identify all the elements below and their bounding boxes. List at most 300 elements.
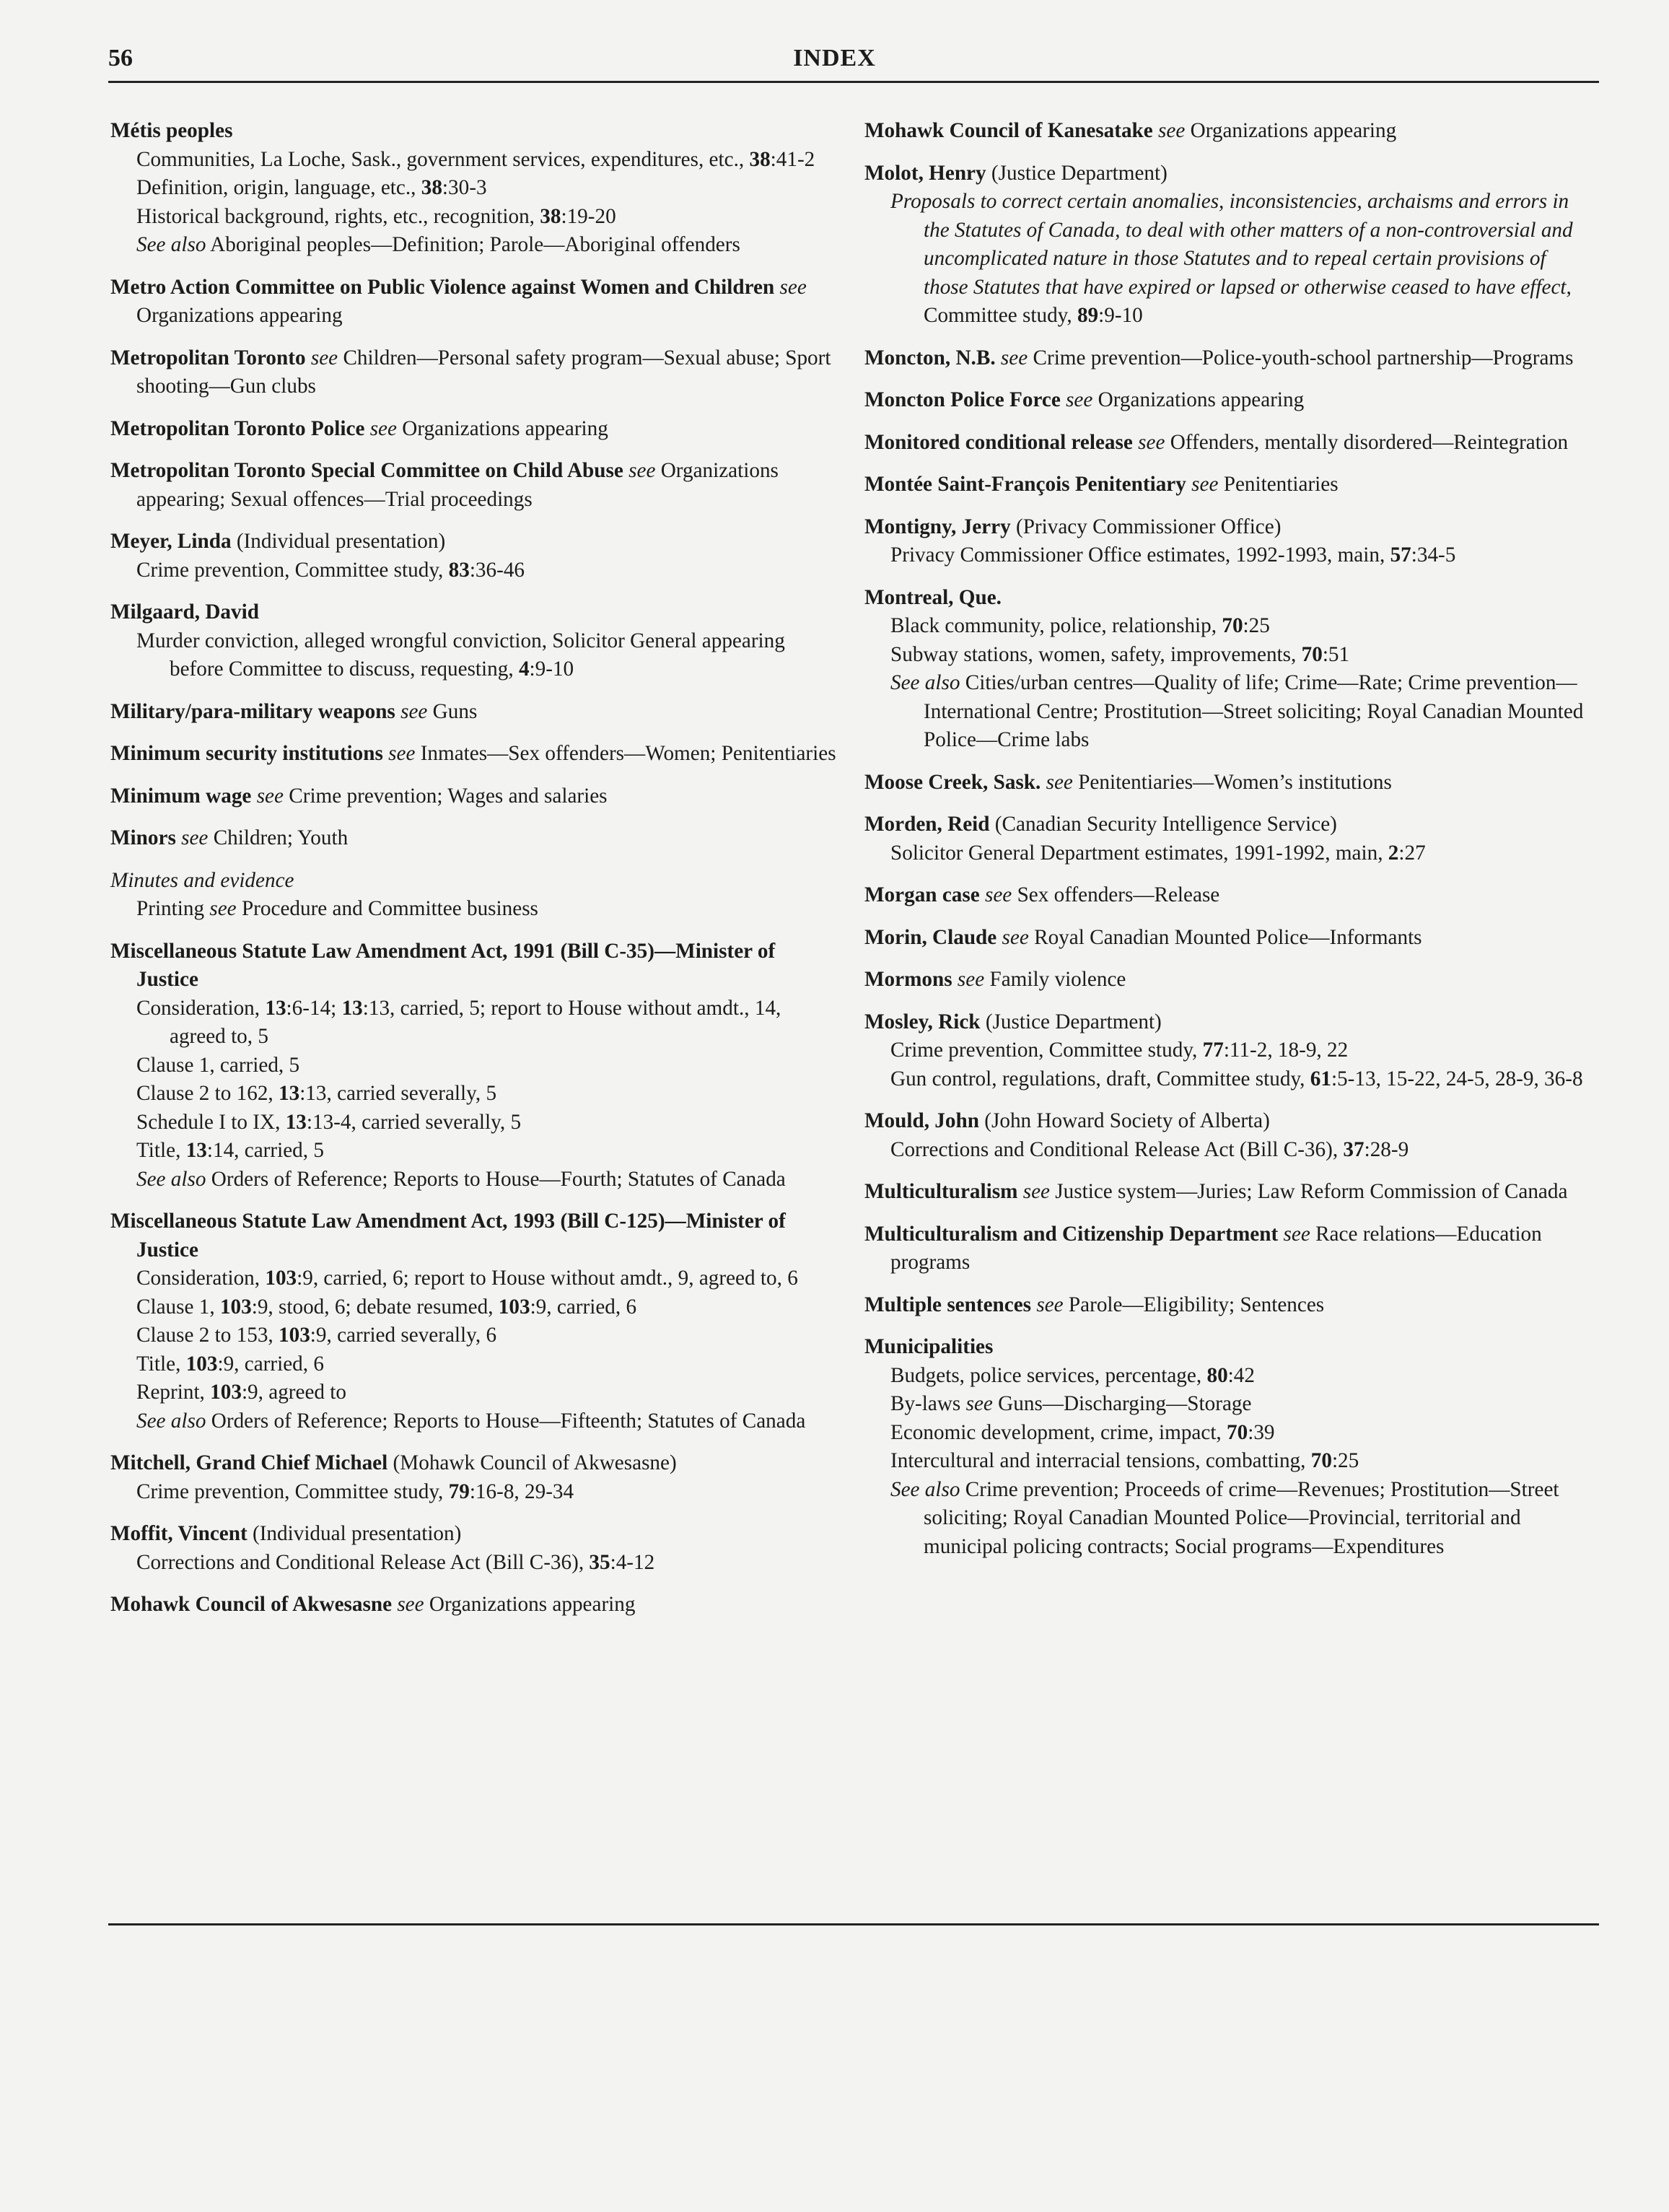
index-entry: [864, 429, 1593, 458]
text-run: [952, 968, 958, 991]
entry-heading: [110, 528, 839, 556]
entry-heading: [110, 274, 839, 331]
text-run: :9, carried, 6: [530, 1295, 637, 1319]
entry-heading: [110, 1449, 839, 1478]
italic-text: see: [965, 1392, 993, 1415]
entry-heading: [110, 1520, 839, 1549]
entry-heading: [864, 429, 1593, 458]
italic-text: see: [181, 826, 209, 849]
text-run: Organizations appearing: [396, 416, 608, 440]
italic-text: Proposals to correct certain anomalies, inconsistencies, archaisms and errors in the Statutes of Canada, to deal with other matters of a non-controversial and uncomplicated nature in those Statutes and to repeal certain provisions of those Statutes that have expired or lapsed or otherwise ceased to have effect,: [890, 190, 1573, 299]
bold-text: 38: [749, 147, 771, 171]
bold-text: Multiculturalism: [864, 1180, 1018, 1203]
entry-subheading: [864, 541, 1593, 570]
entry-subheading: [110, 1321, 839, 1350]
entry-subheading: [864, 1476, 1593, 1562]
entry-subheading: [110, 556, 839, 585]
text-run: Justice system—Juries; Law Reform Commission of Canada: [1050, 1180, 1568, 1203]
text-run: Crime prevention; Proceeds of crime—Revenues; Prostitution—Street soliciting; Royal Canadian Mounted Police—Provincial, territorial and municipal policing contracts; Social programs—Expenditures: [924, 1477, 1559, 1558]
text-run: Organizations appearing: [1185, 119, 1397, 142]
text-run: [980, 883, 985, 906]
italic-text: see: [209, 897, 237, 920]
text-run: Privacy Commissioner Office estimates, 1992-1993, main,: [890, 543, 1390, 567]
text-run: Title,: [136, 1352, 186, 1376]
index-entry: [110, 457, 839, 514]
entry-subheading: [864, 1036, 1593, 1065]
text-run: [1041, 771, 1046, 794]
index-entry: [110, 415, 839, 444]
text-run: Consideration,: [136, 996, 266, 1020]
text-run: :4-12: [610, 1550, 655, 1574]
text-run: Printing: [136, 897, 210, 920]
entry-subheading: [110, 1549, 839, 1578]
italic-text: see: [1000, 346, 1028, 370]
text-run: By-laws: [890, 1392, 966, 1415]
index-entry: [864, 881, 1593, 910]
index-entry: [110, 698, 839, 727]
italic-text: see: [628, 459, 656, 482]
text-run: [176, 826, 181, 849]
index-entry: [110, 117, 839, 260]
text-run: :25: [1331, 1449, 1359, 1472]
index-entry: [110, 1207, 839, 1435]
text-run: :16-8, 29-34: [469, 1479, 574, 1503]
entry-heading: [864, 513, 1593, 542]
text-run: :25: [1243, 614, 1270, 637]
entry-heading: [864, 344, 1593, 373]
entry-heading: [110, 937, 839, 994]
entry-heading: [110, 867, 839, 896]
entry-subheading: [110, 1478, 839, 1507]
text-run: :13, carried, 5; report to House without amdt., 14, agreed to, 5: [170, 996, 781, 1048]
entry-subheading: [864, 1362, 1593, 1391]
italic-text: See also: [136, 1167, 206, 1191]
bold-text: Mitchell, Grand Chief Michael: [110, 1451, 388, 1474]
text-run: [996, 346, 1001, 370]
bold-text: Monitored conditional release: [864, 430, 1133, 454]
entry-heading: [110, 1207, 839, 1264]
index-entry: [110, 740, 839, 769]
text-run: Penitentiaries: [1218, 473, 1339, 496]
text-run: Title,: [136, 1139, 186, 1162]
text-run: :27: [1398, 841, 1426, 865]
text-run: Crime prevention; Wages and salaries: [283, 784, 608, 808]
italic-text: See also: [890, 1477, 960, 1501]
index-entry: [110, 867, 839, 924]
index-entry: [864, 1291, 1593, 1320]
bold-text: Miscellaneous Statute Law Amendment Act, 1991 (Bill C-35)—Minister of Justice: [110, 939, 776, 991]
text-run: :9, carried, 6; report to House without amdt., 9, agreed to, 6: [297, 1267, 798, 1290]
text-run: :36-46: [469, 558, 525, 582]
index-entry: [110, 1520, 839, 1577]
bold-text: 13: [265, 996, 286, 1020]
italic-text: see: [388, 742, 416, 765]
top-rule: [108, 81, 1599, 83]
text-run: Corrections and Conditional Release Act (Bill C-36),: [136, 1550, 590, 1574]
text-run: Intercultural and interracial tensions, combatting,: [890, 1449, 1311, 1472]
text-run: Offenders, mentally disordered—Reintegration: [1165, 430, 1569, 454]
index-entry: [864, 513, 1593, 570]
index-entry: [864, 1220, 1593, 1277]
index-entry: [864, 386, 1593, 415]
text-run: Royal Canadian Mounted Police—Informants: [1028, 925, 1422, 949]
text-run: (Justice Department): [986, 161, 1168, 185]
text-run: Orders of Reference; Reports to House—Fourth; Statutes of Canada: [206, 1167, 786, 1191]
index-entry: [864, 1333, 1593, 1561]
text-run: Clause 1, carried, 5: [136, 1053, 300, 1077]
index-entry: [110, 528, 839, 585]
bold-text: Mould, John: [864, 1109, 979, 1132]
entry-subheading: [110, 1080, 839, 1109]
text-run: :41-2: [770, 147, 815, 171]
text-run: :9, agreed to: [241, 1381, 347, 1404]
text-run: (Mohawk Council of Akwesasne): [387, 1451, 677, 1474]
bold-text: Mormons: [864, 968, 952, 991]
text-run: Penitentiaries—Women’s institutions: [1072, 770, 1392, 794]
bold-text: 61: [1310, 1067, 1331, 1090]
bold-text: 103: [210, 1381, 242, 1404]
entry-heading: [864, 159, 1593, 188]
text-run: [1153, 119, 1158, 142]
entry-heading: [864, 1178, 1593, 1207]
entry-subheading: [864, 612, 1593, 641]
text-run: :42: [1227, 1363, 1255, 1387]
bold-text: 70: [1301, 642, 1323, 666]
text-run: :6-14;: [286, 996, 342, 1020]
text-run: Children; Youth: [208, 826, 349, 849]
bold-text: Multiple sentences: [864, 1293, 1032, 1316]
bold-text: Molot, Henry: [864, 161, 986, 185]
entry-heading: [864, 584, 1593, 613]
text-run: :9-10: [1098, 304, 1143, 327]
text-run: Organizations appearing: [136, 304, 343, 327]
bold-text: 38: [540, 204, 561, 228]
text-run: [306, 346, 311, 370]
entry-subheading: [110, 146, 839, 175]
entry-heading: [864, 810, 1593, 839]
text-run: Corrections and Conditional Release Act (Bill C-36),: [890, 1137, 1344, 1161]
bold-text: Mohawk Council of Akwesasne: [110, 1593, 393, 1616]
italic-text: see: [1158, 119, 1186, 142]
bold-text: Montreal, Que.: [864, 585, 1002, 609]
text-run: Guns: [427, 699, 478, 723]
index-entry: [864, 966, 1593, 994]
text-run: [1061, 388, 1066, 411]
text-run: Committee study,: [924, 304, 1077, 327]
entry-heading: [864, 924, 1593, 953]
entry-heading: [110, 415, 839, 444]
italic-text: see: [1002, 925, 1029, 949]
text-run: :51: [1322, 642, 1350, 666]
index-entry: [864, 1178, 1593, 1207]
entry-heading: [110, 1591, 839, 1619]
bold-text: Moffit, Vincent: [110, 1522, 247, 1545]
index-entry: [110, 937, 839, 1194]
index-entry: [110, 1449, 839, 1506]
bold-text: 103: [265, 1267, 297, 1290]
entry-heading: [864, 1220, 1593, 1277]
text-run: Sex offenders—Release: [1012, 883, 1220, 906]
bold-text: Morgan case: [864, 883, 980, 906]
bold-text: Mosley, Rick: [864, 1010, 981, 1033]
text-run: Inmates—Sex offenders—Women; Penitentiaries: [415, 742, 836, 765]
text-run: :13-4, carried severally, 5: [306, 1110, 522, 1134]
text-run: Subway stations, women, safety, improvements,: [890, 642, 1302, 666]
bold-text: Metro Action Committee on Public Violence against Women and Children: [110, 275, 775, 299]
index-entry: [110, 824, 839, 853]
entry-subheading: [110, 1378, 839, 1407]
index-entry: [864, 769, 1593, 797]
bold-text: 70: [1310, 1449, 1332, 1472]
index-entry: [864, 1107, 1593, 1164]
entry-heading: [864, 1291, 1593, 1320]
index-entry: [864, 1008, 1593, 1094]
entry-subheading: [110, 1407, 839, 1436]
text-run: :9, stood, 6; debate resumed,: [251, 1295, 499, 1319]
italic-text: see: [369, 416, 397, 440]
italic-text: see: [400, 699, 428, 723]
bold-text: Morin, Claude: [864, 925, 997, 949]
text-run: Clause 2 to 162,: [136, 1082, 279, 1105]
entry-heading: [864, 117, 1593, 146]
text-run: Children—Personal safety program—Sexual abuse; Sport shooting—Gun clubs: [136, 346, 831, 398]
italic-text: Minutes and evidence: [110, 868, 294, 892]
text-run: Clause 2 to 153,: [136, 1324, 279, 1347]
text-run: Budgets, police services, percentage,: [890, 1363, 1207, 1387]
bold-text: Moncton Police Force: [864, 388, 1061, 411]
bold-text: Milgaard, David: [110, 600, 259, 624]
bold-text: 35: [589, 1550, 610, 1574]
index-entry: [110, 344, 839, 401]
bold-text: 4: [518, 657, 530, 681]
text-run: [1017, 1180, 1022, 1203]
entry-heading: [864, 1008, 1593, 1037]
text-run: :39: [1248, 1420, 1275, 1444]
text-run: (Canadian Security Intelligence Service): [989, 813, 1337, 836]
entry-subheading: [110, 1137, 839, 1166]
text-run: Cities/urban centres—Quality of life; Crime—Rate; Crime prevention—International Centre; Prostitution—Street soliciting; Royal Canadian Mounted Police—Crime labs: [924, 671, 1584, 751]
bold-text: 103: [219, 1295, 252, 1319]
entry-heading: [110, 344, 839, 401]
bold-text: 103: [279, 1324, 310, 1347]
bold-text: Minimum security institutions: [110, 742, 383, 765]
text-run: (Justice Department): [980, 1010, 1162, 1033]
text-run: :14, carried, 5: [206, 1139, 324, 1162]
entry-heading: [864, 1107, 1593, 1136]
italic-text: see: [1191, 473, 1219, 496]
bold-text: 79: [448, 1479, 470, 1503]
italic-text: See also: [136, 1409, 206, 1433]
text-run: (John Howard Society of Alberta): [978, 1109, 1270, 1132]
text-run: Schedule I to IX,: [136, 1110, 286, 1134]
entry-heading: [864, 386, 1593, 415]
entry-heading: [110, 117, 839, 146]
text-run: Definition, origin, language, etc.,: [136, 176, 421, 199]
bold-text: 77: [1202, 1039, 1224, 1062]
italic-text: see: [1022, 1180, 1050, 1203]
entry-subheading: [110, 231, 839, 260]
index-entry: [110, 782, 839, 811]
page-title: INDEX: [793, 45, 876, 71]
text-run: [774, 276, 779, 299]
text-run: Murder conviction, alleged wrongful conviction, Solicitor General appearing before Committee to discuss, requesting,: [136, 629, 785, 681]
entry-subheading: [864, 669, 1593, 755]
text-run: Aboriginal peoples—Definition; Parole—Aboriginal offenders: [206, 233, 740, 256]
entry-subheading: [110, 994, 839, 1052]
bold-text: 37: [1343, 1137, 1364, 1161]
bold-text: 57: [1390, 543, 1411, 567]
bold-text: 13: [279, 1082, 300, 1105]
index-entry: [110, 1591, 839, 1619]
entry-heading: [110, 457, 839, 514]
bold-text: Montée Saint-François Penitentiary: [864, 473, 1186, 496]
text-run: Parole—Eligibility; Sentences: [1063, 1293, 1325, 1316]
bold-text: Municipalities: [864, 1335, 994, 1358]
entry-heading: [864, 471, 1593, 499]
index-column-left: [110, 117, 839, 1633]
bold-text: Minors: [110, 826, 176, 849]
text-run: Reprint,: [136, 1381, 211, 1404]
text-run: Clause 1,: [136, 1295, 220, 1319]
entry-subheading: [110, 1166, 839, 1194]
italic-text: See also: [890, 671, 960, 694]
bold-text: Metropolitan Toronto: [110, 346, 306, 370]
bold-text: 13: [341, 996, 363, 1020]
text-run: :9, carried, 6: [217, 1352, 324, 1376]
text-run: (Individual presentation): [247, 1522, 462, 1545]
text-run: Black community, police, relationship,: [890, 614, 1222, 637]
bold-text: Miscellaneous Statute Law Amendment Act, 1993 (Bill C-125)—Minister of Justice: [110, 1210, 786, 1262]
bold-text: Multiculturalism and Citizenship Department: [864, 1222, 1279, 1246]
text-run: :30-3: [442, 176, 487, 199]
entry-subheading: [110, 1109, 839, 1137]
index-entry: [864, 344, 1593, 373]
bold-text: Minimum wage: [110, 784, 252, 808]
text-run: Race relations—Education programs: [890, 1222, 1542, 1274]
entry-subheading: [864, 188, 1593, 331]
bold-text: Moncton, N.B.: [864, 346, 996, 370]
text-run: Solicitor General Department estimates, 1991-1992, main,: [890, 841, 1388, 865]
text-run: Organizations appearing; Sexual offences—Trial proceedings: [136, 459, 779, 511]
entry-subheading: [864, 1390, 1593, 1419]
text-run: [395, 700, 400, 723]
index-column-right: [864, 117, 1593, 1575]
text-run: Crime prevention—Police-youth-school partnership—Programs: [1028, 346, 1574, 370]
entry-subheading: [864, 1065, 1593, 1094]
text-run: Economic development, crime, impact,: [890, 1420, 1227, 1444]
entry-heading: [110, 824, 839, 853]
entry-subheading: [864, 1447, 1593, 1476]
text-run: :9-10: [529, 657, 574, 681]
index-entry: [110, 598, 839, 684]
entry-heading: [864, 769, 1593, 797]
index-entry: [864, 810, 1593, 867]
bold-text: Moose Creek, Sask.: [864, 770, 1041, 794]
text-run: [1278, 1223, 1283, 1246]
italic-text: see: [1283, 1222, 1310, 1246]
entry-subheading: [110, 895, 839, 924]
text-run: :34-5: [1411, 543, 1456, 567]
bold-text: Military/para-military weapons: [110, 699, 395, 723]
text-run: Crime prevention, Committee study,: [136, 558, 449, 582]
italic-text: see: [1066, 388, 1093, 411]
bottom-rule: [108, 1923, 1599, 1925]
entry-subheading: [864, 1136, 1593, 1165]
index-entry: [864, 117, 1593, 146]
entry-subheading: [110, 627, 839, 684]
text-run: Organizations appearing: [1092, 388, 1305, 411]
bold-text: 70: [1227, 1420, 1248, 1444]
text-run: (Privacy Commissioner Office): [1010, 515, 1282, 538]
entry-heading: [110, 782, 839, 811]
italic-text: see: [1138, 430, 1165, 454]
bold-text: Métis peoples: [110, 119, 233, 142]
text-run: Historical background, rights, etc., recognition,: [136, 204, 540, 228]
bold-text: Metropolitan Toronto Special Committee on Child Abuse: [110, 459, 623, 482]
text-run: Crime prevention, Committee study,: [890, 1039, 1203, 1062]
italic-text: see: [984, 883, 1012, 906]
italic-text: see: [397, 1593, 424, 1616]
index-entry: [864, 471, 1593, 499]
bold-text: 103: [498, 1295, 530, 1319]
bold-text: 38: [421, 176, 442, 199]
entry-heading: [864, 1333, 1593, 1362]
bold-text: Montigny, Jerry: [864, 515, 1011, 538]
entry-heading: [864, 881, 1593, 910]
bold-text: 70: [1222, 614, 1243, 637]
italic-text: see: [1036, 1293, 1064, 1316]
entry-subheading: [110, 1264, 839, 1293]
index-entry: [864, 159, 1593, 331]
entry-subheading: [864, 1419, 1593, 1448]
text-run: [364, 417, 369, 440]
text-run: Guns—Discharging—Storage: [992, 1392, 1252, 1415]
italic-text: see: [957, 968, 985, 991]
bold-text: 89: [1077, 304, 1099, 327]
text-run: :9, carried severally, 6: [310, 1324, 497, 1347]
text-run: Family violence: [984, 968, 1126, 991]
text-run: :28-9: [1364, 1137, 1409, 1161]
text-run: Communities, La Loche, Sask., government services, expenditures, etc.,: [136, 147, 750, 171]
page-number: 56: [108, 45, 133, 71]
entry-subheading: [110, 1052, 839, 1080]
text-run: :5-13, 15-22, 24-5, 28-9, 36-8: [1331, 1067, 1583, 1090]
entry-heading: [110, 698, 839, 727]
bold-text: 13: [285, 1110, 307, 1134]
text-run: Consideration,: [136, 1267, 266, 1290]
italic-text: See also: [136, 233, 206, 256]
bold-text: Metropolitan Toronto Police: [110, 416, 365, 440]
italic-text: see: [310, 346, 338, 370]
text-run: Gun control, regulations, draft, Committee study,: [890, 1067, 1310, 1090]
bold-text: Morden, Reid: [864, 813, 990, 836]
text-run: [996, 926, 1002, 949]
bold-text: 103: [185, 1352, 218, 1376]
bold-text: Meyer, Linda: [110, 530, 232, 553]
index-entry: [864, 584, 1593, 755]
index-entry: [864, 924, 1593, 953]
text-run: (Individual presentation): [231, 530, 446, 553]
italic-text: see: [256, 784, 284, 808]
bold-text: 83: [448, 558, 470, 582]
text-run: Procedure and Committee business: [236, 897, 538, 920]
italic-text: see: [779, 275, 807, 299]
entry-subheading: [110, 1293, 839, 1322]
entry-heading: [110, 598, 839, 627]
entry-subheading: [110, 203, 839, 232]
text-run: Orders of Reference; Reports to House—Fifteenth; Statutes of Canada: [206, 1409, 806, 1433]
entry-subheading: [864, 641, 1593, 670]
